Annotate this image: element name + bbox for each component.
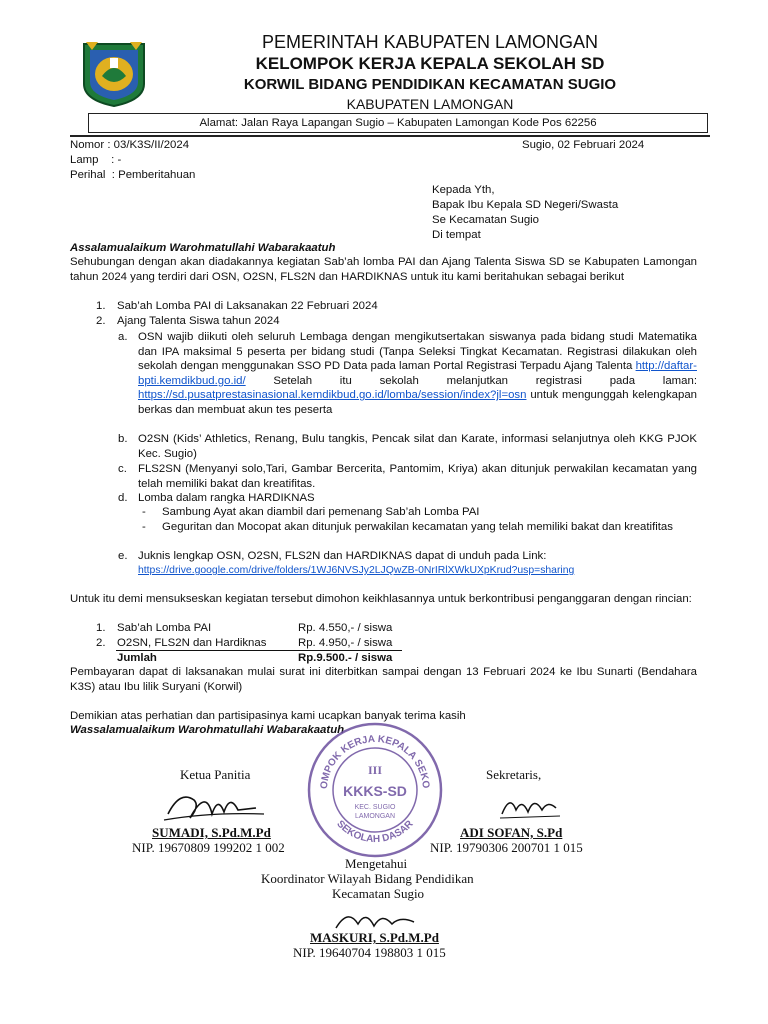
juknis-drive-link[interactable]: https://drive.google.com/drive/folders/1WJ6NVSJy2LJQwZB-0NrIRlXWkUXpKrud?usp=sharing: [138, 565, 575, 576]
address-text: Alamat: Jalan Raya Lapangan Sugio – Kabupaten Lamongan Kode Pos 62256: [199, 117, 597, 129]
recipient-line: Bapak Ibu Kepala SD Negeri/Swasta: [432, 199, 619, 211]
cost-1-amount: Rp. 4.550,- / siswa: [298, 622, 393, 634]
closing-salam: Wassalamualaikum Warohmatullahi Wabarakaatuh: [70, 724, 345, 736]
pusatprestasi-link[interactable]: https://sd.pusatprestasinasional.kemdikbud.go.id/lomba/session/index?jl=osn: [138, 389, 527, 402]
item-d1: Sambung Ayat akan diambil dari pemenang Sab’ah Lomba PAI: [162, 506, 480, 518]
letterhead-line2: KELOMPOK KERJA KEPALA SEKOLAH SD: [255, 54, 605, 73]
daftar-bpti-link[interactable]: http://daftar-bpti.kemdikbud.go.id/: [138, 360, 697, 387]
header-rule: [70, 135, 710, 137]
item-2: Ajang Talenta Siswa tahun 2024: [117, 315, 280, 327]
item-1-num: 1.: [96, 300, 106, 312]
stamp-center-text: KKKS-SD: [343, 783, 407, 799]
left-signatory-name: SUMADI, S.Pd.M.Pd: [152, 825, 271, 840]
left-signatory-nip: NIP. 19670809 199202 1 002: [132, 840, 285, 855]
cost-1-label: Sab’ah Lomba PAI: [117, 622, 212, 634]
item-a-text2: Setelah itu sekolah melanjutkan registrasi pada laman:: [273, 374, 697, 387]
korwil-title: Koordinator Wilayah Bidang Pendidikan: [261, 871, 474, 886]
right-signatory-nip: NIP. 19790306 200701 1 015: [430, 840, 583, 855]
letterhead-line3: KORWIL BIDANG PENDIDIKAN KECAMATAN SUGIO: [243, 76, 617, 93]
nomor: Nomor : 03/K3S/II/2024: [70, 139, 190, 151]
kkks-stamp: [305, 720, 445, 860]
recipient-block: [432, 183, 618, 243]
perihal: Perihal : Pemberitahuan: [70, 169, 196, 181]
right-signatory-role: Sekretaris,: [486, 767, 542, 782]
left-signature: [160, 784, 270, 828]
letterhead-line4: KABUPATEN LAMONGAN: [346, 96, 514, 112]
item-a: [138, 330, 697, 418]
recipient-line: Kepada Yth,: [432, 184, 495, 196]
item-d2: Geguritan dan Mocopat akan ditunjuk perwakilan kecamatan yang telah memiliki bakat dan kreatifitas: [162, 521, 673, 533]
cost-2-label: O2SN, FLS2N dan Hardiknas: [117, 637, 267, 649]
center-signatory-name: MASKURI, S.Pd.M.Pd: [310, 930, 439, 945]
korwil-kecamatan: Kecamatan Sugio: [332, 886, 425, 901]
greeting: Assalamualaikum Warohmatullahi Wabarakaatuh: [70, 242, 336, 254]
cost-total-label: Jumlah: [117, 652, 157, 664]
letterhead-line1: PEMERINTAH KABUPATEN LAMONGAN: [261, 32, 599, 52]
item-c-num: c.: [118, 463, 127, 475]
item-b-num: b.: [118, 433, 128, 445]
center-signatory-nip: NIP. 19640704 198803 1 015: [293, 945, 446, 960]
recipient-line: Se Kecamatan Sugio: [432, 214, 540, 226]
item-d: Lomba dalam rangka HARDIKNAS: [138, 492, 315, 504]
left-signatory-role: Ketua Panitia: [180, 767, 251, 782]
item-a-num: a.: [118, 331, 128, 343]
letter-date: Sugio, 02 Februari 2024: [522, 139, 645, 151]
cost-2-amount: Rp. 4.950,- / siswa: [298, 637, 393, 649]
item-c: FLS2SN (Menyanyi solo,Tari, Gambar Bercerita, Pantomim, Kriya) akan ditunjuk perwakilan kecamatan yang telah memiliki bakat dan kreatifitas.: [138, 463, 697, 490]
closing-text: Demikian atas perhatian dan partisipasinya kami ucapkan banyak terima kasih: [70, 710, 466, 722]
cost-total-amount: Rp.9.500.- / siswa: [298, 652, 393, 664]
item-d-num: d.: [118, 492, 128, 504]
item-d2-dash: -: [142, 521, 146, 533]
stamp-top-text: OMPOK KERJA KEPALA SEKO: [318, 733, 432, 790]
item-a-text: OSN wajib diikuti oleh seluruh Lembaga dengan mengikutsertakan siswanya pada bidang studi Matematika dan IPA maksimal 5 peserta per bidang studi (Tanpa Seleksi Tingkat Kecamatan. Registrasi dilakukan oleh sekolah dengan menggunakan SSO PD Data pada laman Portal Registrasi Terpadu Ajang Talenta: [138, 331, 697, 373]
intro-paragraph: Sehubungan dengan akan diadakannya kegiatan Sab’ah lomba PAI dan Ajang Talenta Siswa SD se Kabupaten Lamongan tahun 2024 yang terdiri dari OSN, O2SN, FLS2N dan HARDIKNAS untuk itu kami beritahukan sebagai berikut: [70, 256, 697, 283]
right-signature: [496, 790, 566, 824]
cost-1-num: 1.: [96, 622, 106, 634]
funding-intro: Untuk itu demi mensukseskan kegiatan tersebut dimohon keikhlasannya untuk berkontribusi penganggaran dengan rincian:: [70, 593, 692, 605]
stamp-line2: LAMONGAN: [354, 813, 396, 820]
item-e: Juknis lengkap OSN, O2SN, FLS2N dan HARDIKNAS dapat di unduh pada Link:: [138, 550, 547, 562]
svg-text:KELOMPOK KERJA KEPALA SEKOLAH: [305, 720, 431, 789]
address-box: [88, 113, 708, 133]
cost-2-num: 2.: [96, 637, 106, 649]
item-b: O2SN (Kids’ Athletics, Renang, Bulu tangkis, Pencak silat dan Karate, informasi selanjutnya oleh KKG PJOK Kec. Sugio): [138, 433, 697, 460]
item-a-text3: untuk mengunggah kelengkapan berkas dan membuat akun tes peserta: [138, 389, 697, 416]
stamp-numeral: III: [367, 763, 383, 777]
item-2-num: 2.: [96, 315, 106, 327]
item-d1-dash: -: [142, 506, 146, 518]
lampiran: Lamp : -: [70, 154, 122, 166]
payment-paragraph: Pembayaran dapat di laksanakan mulai surat ini diterbitkan sampai dengan 13 Februari 2024 ke Ibu Sunarti (Bendahara K3S) atau Ibu lilik Suryani (Korwil): [70, 666, 697, 693]
kabupaten-logo: [78, 40, 150, 108]
right-signatory-name: ADI SOFAN, S.Pd: [460, 825, 563, 840]
item-e-num: e.: [118, 550, 128, 562]
mengetahui: Mengetahui: [345, 856, 408, 871]
item-1: Sab’ah Lomba PAI di Laksanakan 22 Februari 2024: [117, 300, 378, 312]
recipient-line: Di tempat: [432, 229, 481, 241]
stamp-line1: KEC. SUGIO: [354, 804, 396, 811]
stamp-bottom-text: SEKOLAH DASAR: [334, 818, 416, 846]
